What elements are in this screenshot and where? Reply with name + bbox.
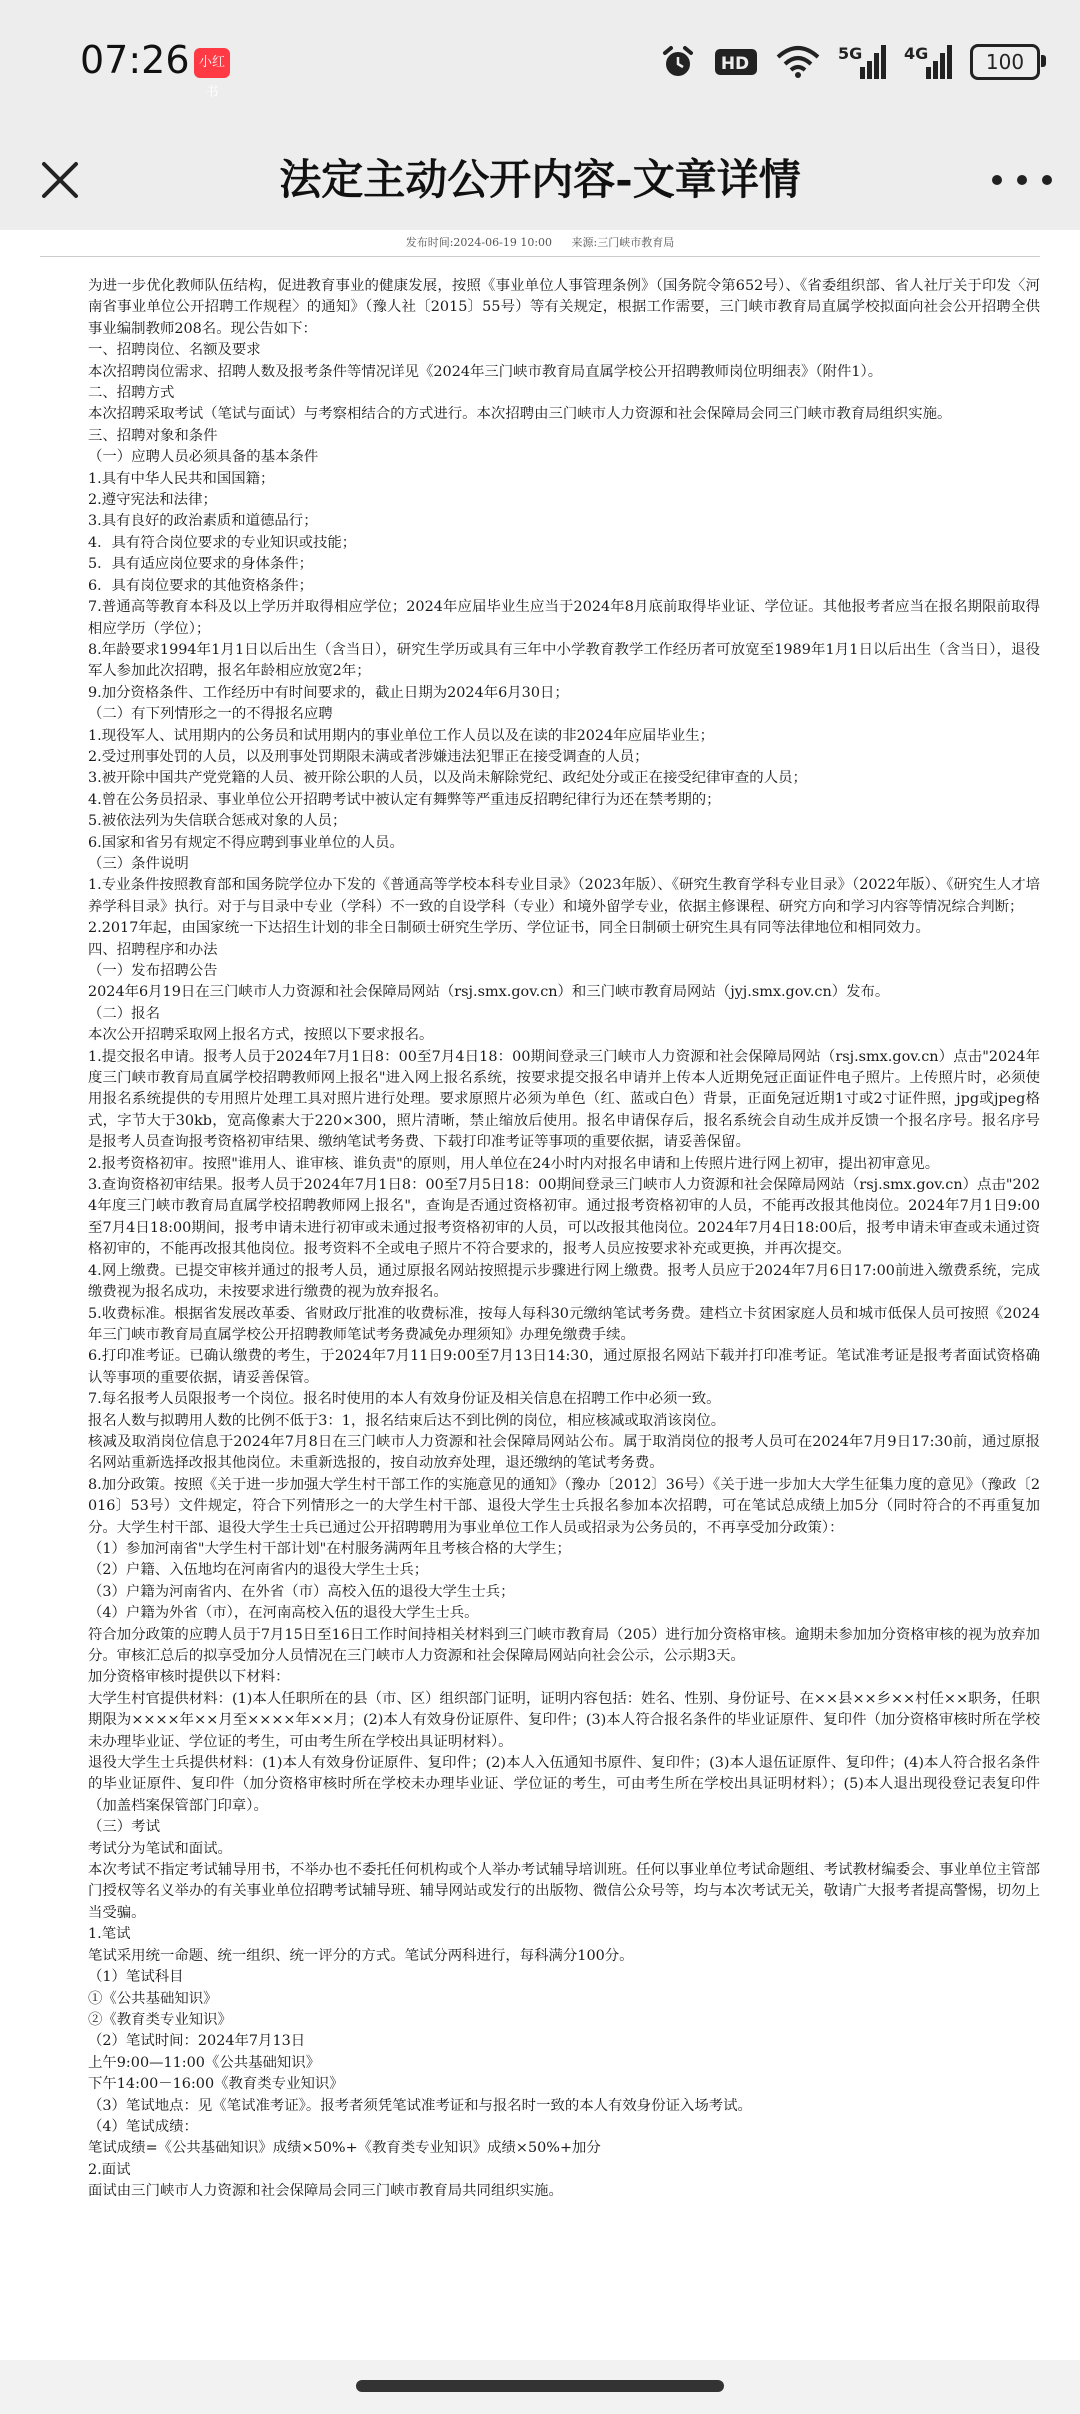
xiaohongshu-app-icon: 小红书 (194, 48, 230, 78)
alarm-clock-icon (660, 44, 696, 80)
article-paragraph: （1）参加河南省"大学生村干部计划"在村服务满两年且考核合格的大学生； (88, 1540, 571, 1557)
article-paragraph: 4．具有符合岗位要求的专业知识或技能； (88, 534, 357, 551)
close-button[interactable] (30, 150, 90, 210)
article-paragraph: 本次公开招聘采取网上报名方式，按照以下要求报名。 (88, 1027, 434, 1044)
article-paragraph: ①《公共基础知识》 (88, 1990, 218, 2007)
article-paragraph: 本次招聘采取考试（笔试与面试）与考察相结合的方式进行。本次招聘由三门峡市人力资源和社会保障局会同三门峡市教育局组织实施。 (88, 406, 952, 423)
page-title: 法定主动公开内容-文章详情 (279, 155, 801, 204)
article-paragraph: 加分资格审核时提供以下材料： (88, 1669, 290, 1686)
article-meta (0, 234, 1080, 250)
article-paragraph: （三）条件说明 (88, 855, 189, 872)
article-paragraph: 6.打印准考证。已确认缴费的考生，于2024年7月11日9:00至7月13日14:30，通过原报名网站下载并打印准考证。笔试准考证是报考者面试资格确认等事项的重要依据，请妥善保管。 (88, 1348, 1040, 1386)
article-paragraph: 6．具有岗位要求的其他资格条件； (88, 577, 314, 594)
article-paragraph: 8.加分政策。按照《关于进一步加强大学生村干部工作的实施意见的通知》（豫办〔2012〕36号）《关于进一步加大大学生征集力度的意见》（豫政〔2016〕53号）文件规定，符合下列情形之一的大学生村干部、退役大学生士兵报名参加本次招聘，可在笔试总成绩上加5分（同时符合的不再重复加分。大学生村干部、退役大学生士兵已通过公开招聘聘用为事业单位工作人员或招录为公务员的，不再享受加分政策）： (88, 1476, 1040, 1536)
article-source: 来源:三门峡市教育局 (571, 236, 675, 249)
article-paragraph: 报名人数与拟聘用人数的比例不低于3：1，报名结束后达不到比例的岗位，相应核减或取消该岗位。 (88, 1412, 726, 1429)
article-paragraph: 4.网上缴费。已提交审核并通过的报考人员，通过原报名网站按照提示步骤进行网上缴费。报考人员应于2024年7月6日17:00前进入缴费系统，完成缴费视为报名成功，未按要求进行缴费的视为放弃报名。 (88, 1262, 1040, 1301)
article-paragraph: （3）户籍为河南省内、在外省（市）高校入伍的退役大学生士兵； (88, 1583, 515, 1600)
article-paragraph: 三、招聘对象和条件 (88, 427, 218, 444)
article-view[interactable] (0, 230, 1080, 2360)
close-icon (30, 150, 90, 210)
status-time: 07:26 (80, 38, 190, 82)
article-paragraph: 为进一步优化教师队伍结构，促进教育事业的健康发展，按照《事业单位人事管理条例》（国务院令第652号）、《省委组织部、省人社厅关于印发〈河南省事业单位公开招聘工作规程〉的通知》（豫人社〔2015〕55号）等有关规定，根据工作需要，三门峡市教育局直属学校拟面向社会公开招聘全供事业编制教师208名。现公告如下： (88, 278, 1040, 337)
article-paragraph: 4.曾在公务员招录、事业单位公开招聘考试中被认定有舞弊等严重违反招聘纪律行为还在禁考期的； (88, 791, 721, 808)
article-paragraph: 一、招聘岗位、名额及要求 (88, 342, 261, 359)
article-paragraph: 符合加分政策的应聘人员于7月15日至16日工作时间持相关材料到三门峡市教育局（205）进行加分资格审核。逾期未参加加分资格审核的视为放弃加分。审核汇总后的拟享受加分人员情况在三门峡市人力资源和社会保障局网站向社会公示，公示期3天。 (88, 1626, 1040, 1664)
article-paragraph: 2.受过刑事处罚的人员，以及刑事处罚期限未满或者涉嫌违法犯罪正在接受调查的人员； (88, 748, 649, 765)
status-icons (660, 42, 1040, 82)
article-paragraph: （三）考试 (88, 1819, 160, 1836)
article-paragraph: 面试由三门峡市人力资源和社会保障局会同三门峡市教育局共同组织实施。 (88, 2183, 563, 2200)
article-paragraph: （4）笔试成绩： (88, 2118, 198, 2135)
divider (40, 256, 1040, 257)
article-paragraph: 1.笔试 (88, 1926, 131, 1943)
article-paragraph: 本次考试不指定考试辅导用书，不举办也不委托任何机构或个人举办考试辅导培训班。任何以事业单位考试命题组、考试教材编委会、事业单位主管部门授权等名义举办的有关事业单位招聘考试辅导班、辅导网站或发行的出版物、微信公众号等，均与本次考试无关，敬请广大报考者提高警惕，切勿上当受骗。 (88, 1862, 1040, 1921)
article-paragraph: （2）户籍、入伍地均在河南省内的退役大学生士兵； (88, 1562, 429, 1579)
nav-header (0, 130, 1080, 230)
article-paragraph: 考试分为笔试和面试。 (88, 1840, 232, 1857)
article-paragraph: 1.专业条件按照教育部和国务院学位办下发的《普通高等学校本科专业目录》（2023年版）、《研究生教育学科专业目录》（2022年版）、《研究生人才培养学科目录》执行。对于与目录中专业（学科）不一致的自设学科（专业）和境外留学专业，依据主修课程、研究方向和学习内容等情况综合判断； (88, 877, 1040, 915)
article-paragraph: 1.提交报名申请。报考人员于2024年7月1日8：00至7月4日18：00期间登录三门峡市人力资源和社会保障局网站（rsj.smx.gov.cn）点击"2024年度三门峡市教育局直属学校招聘教师网上报名"进入网上报名系统，按要求提交报名申请并上传本人近期免冠正面证件电子照片。上传照片时，必须使用报名系统提供的专用照片处理工具对照片进行处理。要求原照片必须为单色（红、蓝或白色）背景，正面免冠近期1寸或2寸证件照，jpg或jpeg格式，字节大于30kb，宽高像素大于220×300，照片清晰，禁止缩放后使用。报名申请保存后，报名系统会自动生成并反馈一个报名序号。报名序号是报考人员查询报考资格初审结果、缴纳笔试考务费、下载打印准考证等事项的重要依据，请妥善保留。 (88, 1048, 1040, 1151)
more-dot-icon (1042, 175, 1052, 185)
article-paragraph: 3.查询资格初审结果。报考人员于2024年7月1日8：00至7月5日18：00期间登录三门峡市人力资源和社会保障局网站（rsj.smx.gov.cn）点击"2024年度三门峡市教育局直属学校招聘教师网上报名"，查询是否通过资格初审。通过报考资格初审的人员，不能再改报其他岗位。2024年7月1日9:00至7月4日18:00期间，报考申请未进行初审或未通过报考资格初审的人员，可以改报其他岗位。2024年7月4日18:00后，报考申请未审查或未通过资格初审的，不能再改报其他岗位。报考资料不全或电子照片不符合要求的，报考人员应按要求补充或更换，并再次提交。 (88, 1177, 1040, 1258)
article-paragraph: 1.现役军人、试用期内的公务员和试用期内的事业单位工作人员以及在读的非2024年应届毕业生； (88, 727, 714, 744)
publish-time: 发布时间:2024-06-19 10:00 (405, 236, 553, 249)
more-dot-icon (1017, 175, 1027, 185)
article-paragraph: 笔试成绩=《公共基础知识》成绩×50%+《教育类专业知识》成绩×50%+加分 (88, 2140, 601, 2157)
article-paragraph: 退役大学生士兵提供材料：(1)本人有效身份证原件、复印件；(2)本人入伍通知书原件、复印件；(3)本人退伍证原件、复印件；(4)本人符合报名条件的毕业证原件、复印件（加分资格审核时所在学校未办理毕业证、学位证的考生，可由考生所在学校出具证明材料）；(5)本人退出现役登记表复印件（加盖档案保管部门印章）。 (88, 1755, 1040, 1814)
article-paragraph: 5.收费标准。根据省发展改革委、省财政厅批准的收费标准，按每人每科30元缴纳笔试考务费。建档立卡贫困家庭人员和城市低保人员可按照《2024年三门峡市教育局直属学校公开招聘教师笔试考务费减免办理须知》办理免缴费手续。 (88, 1305, 1040, 1343)
article-paragraph: 3.具有良好的政治素质和道德品行； (88, 513, 318, 530)
signal-4g-icon (904, 43, 952, 81)
article-paragraph: 2024年6月19日在三门峡市人力资源和社会保障局网站（rsj.smx.gov.cn）和三门峡市教育局网站（jyj.smx.gov.cn）发布。 (88, 984, 890, 1001)
battery-icon: 100 (970, 44, 1040, 80)
article-paragraph: 2.2017年起，由国家统一下达招生计划的非全日制硕士研究生学历、学位证书，同全日制硕士研究生具有同等法律地位和相同效力。 (88, 920, 930, 937)
article-paragraph: （一）发布招聘公告 (88, 963, 218, 979)
article-paragraph: （二）有下列情形之一的不得报名应聘 (88, 706, 333, 723)
article-paragraph: ②《教育类专业知识》 (88, 2011, 232, 2028)
article-paragraph: 8.年龄要求1994年1月1日以后出生（含当日），研究生学历或具有三年中小学教育教学工作经历者可放宽至1989年1月1日以后出生（含当日），退役军人参加此次招聘，报名年龄相应放宽2年； (88, 641, 1040, 680)
article-body (88, 276, 1040, 2203)
article-paragraph: 本次招聘岗位需求、招聘人数及报考条件等情况详见《2024年三门峡市教育局直属学校公开招聘教师岗位明细表》（附件1）。 (88, 363, 883, 380)
article-paragraph: 2.遵守宪法和法律； (88, 492, 217, 509)
article-paragraph: 2.报考资格初审。按照"谁用人、谁审核、谁负责"的原则，用人单位在24小时内对报名申请和上传照片进行网上初审，提出初审意见。 (88, 1155, 940, 1172)
article-paragraph: 2.面试 (88, 2161, 131, 2178)
article-paragraph: 7.普通高等教育本科及以上学历并取得相应学位；2024年应届毕业生应当于2024年8月底前取得毕业证、学位证。其他报考者应当在报名期限前取得相应学历（学位）； (88, 599, 1040, 637)
article-paragraph: （4）户籍为外省（市），在河南高校入伍的退役大学生士兵。 (88, 1605, 479, 1622)
hd-icon (714, 46, 758, 78)
article-paragraph: （1）笔试科目 (88, 1969, 184, 1986)
signal-5g-label: 5G (838, 44, 863, 63)
gesture-bar (0, 2360, 1080, 2414)
article-paragraph: （二）报名 (88, 1005, 160, 1022)
hd-label: HD (720, 54, 750, 74)
article-paragraph: 3.被开除中国共产党党籍的人员、被开除公职的人员，以及尚未解除党纪、政纪处分或正在接受纪律审查的人员； (88, 770, 807, 787)
more-options-button[interactable] (992, 160, 1052, 200)
article-paragraph: 核减及取消岗位信息于2024年7月8日在三门峡市人力资源和社会保障局网站公布。属于取消岗位的报考人员可在2024年7月9日17:30前，通过原报名网站重新选择改报其他岗位。未重新选报的，按自动放弃处理，退还缴纳的笔试考务费。 (88, 1433, 1040, 1472)
home-indicator[interactable] (356, 2380, 724, 2392)
signal-5g-icon (838, 43, 886, 81)
article-paragraph: 笔试采用统一命题、统一组织、统一评分的方式。笔试分两科进行，每科满分100分。 (88, 1947, 634, 1964)
article-paragraph: 5.被依法列为失信联合惩戒对象的人员； (88, 813, 347, 830)
article-paragraph: 大学生村官提供材料：(1)本人任职所在的县（市、区）组织部门证明，证明内容包括：姓名、性别、身份证号、在××县××乡××村任××职务，任职期限为××××年××月至××××年××月；(2)本人有效身份证原件、复印件；(3)本人符合报名条件的毕业证原件、复印件（加分资格审核时所在学校未办理毕业证、学位证的考生，可由考生所在学校出具证明材料）。 (88, 1690, 1040, 1750)
article-paragraph: 7.每名报考人员限报考一个岗位。报名时使用的本人有效身份证及相关信息在招聘工作中必须一致。 (88, 1391, 721, 1408)
article-paragraph: 下午14:00－16:00《教育类专业知识》 (88, 2076, 344, 2093)
signal-4g-label: 4G (904, 44, 929, 63)
article-paragraph: （2）笔试时间：2024年7月13日 (88, 2033, 306, 2050)
article-paragraph: 1.具有中华人民共和国国籍； (88, 470, 275, 487)
article-paragraph: 6.国家和省另有规定不得应聘到事业单位的人员。 (88, 834, 404, 851)
article-paragraph: 四、招聘程序和办法 (88, 941, 218, 958)
article-paragraph: 二、招聘方式 (88, 385, 175, 402)
wifi-icon (776, 45, 820, 79)
article-paragraph: 5．具有适应岗位要求的身体条件； (88, 556, 314, 573)
article-paragraph: 上午9:00—11:00《公共基础知识》 (88, 2054, 321, 2071)
more-dot-icon (992, 175, 1002, 185)
article-paragraph: （3）笔试地点：见《笔试准考证》。报考者须凭笔试准考证和与报名时一致的本人有效身份证入场考试。 (88, 2097, 752, 2114)
article-paragraph: 9.加分资格条件、工作经历中有时间要求的，截止日期为2024年6月30日； (88, 684, 569, 701)
article-paragraph: （一）应聘人员必须具备的基本条件 (88, 449, 319, 466)
status-bar (0, 0, 1080, 130)
